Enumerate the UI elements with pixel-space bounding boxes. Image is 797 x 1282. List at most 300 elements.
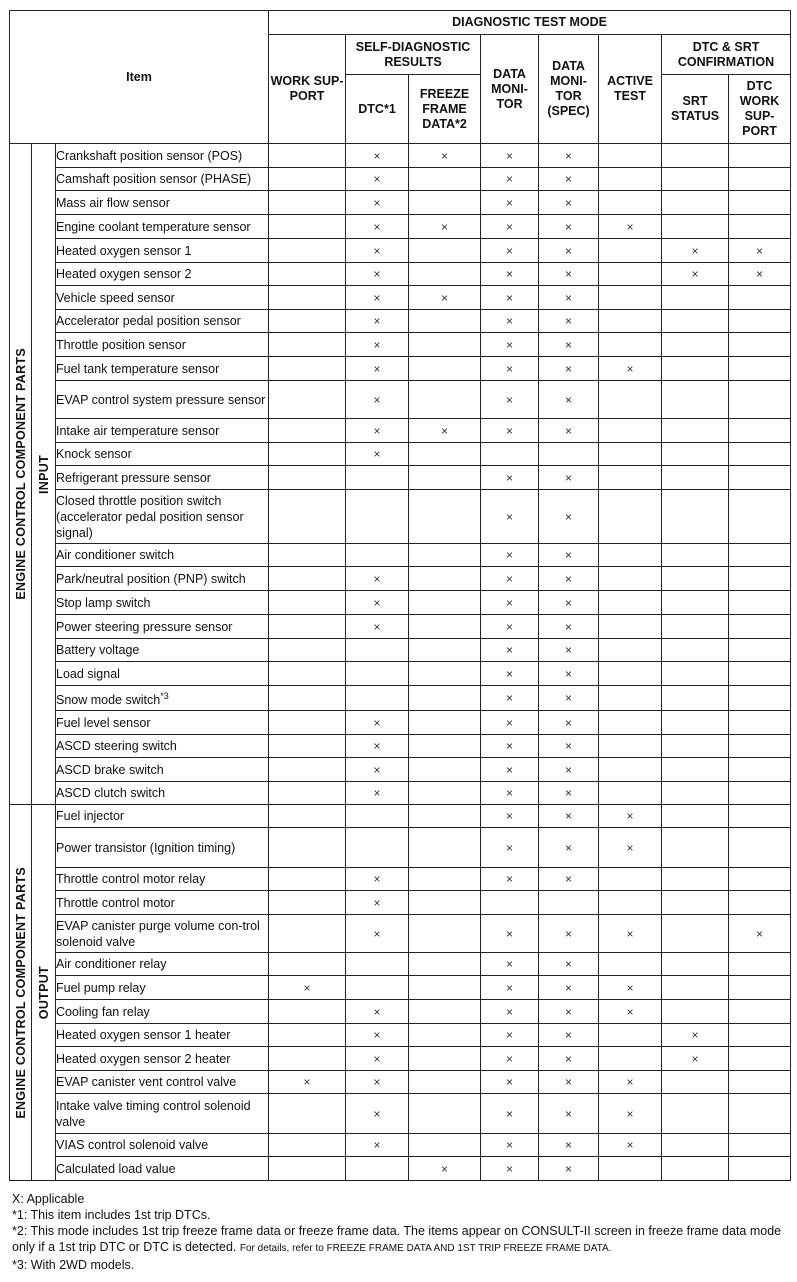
applicable-mark: × (506, 1138, 514, 1152)
applicable-mark: × (565, 243, 573, 258)
dtc-cell (346, 1024, 409, 1047)
dtc-work-support-cell (729, 1000, 791, 1024)
item-label: Battery voltage (56, 643, 140, 657)
data-monitor-spec-cell (539, 711, 599, 735)
table-row (10, 466, 791, 490)
item-cell (56, 1094, 269, 1134)
data-monitor-cell (481, 357, 539, 381)
item-label: ASCD steering switch (56, 739, 177, 753)
data-monitor-cell (481, 686, 539, 711)
data-monitor-cell (481, 591, 539, 615)
active-test-cell (599, 443, 662, 466)
active-test-cell (599, 215, 662, 239)
freeze-frame-cell (409, 168, 481, 191)
freeze-frame-cell (409, 333, 481, 357)
applicable-mark: × (506, 643, 514, 657)
applicable-mark: × (691, 267, 699, 281)
dtc-cell (346, 1157, 409, 1181)
srt-status-cell (662, 639, 729, 662)
table-body (10, 144, 791, 1181)
item-cell (56, 782, 269, 805)
table-row (10, 615, 791, 639)
active-test-cell (599, 891, 662, 915)
freeze-frame-cell (409, 1071, 481, 1094)
work-support-cell (269, 976, 346, 1000)
applicable-mark: × (565, 739, 573, 753)
applicable-mark: × (441, 290, 449, 305)
item-cell (56, 976, 269, 1000)
item-cell (56, 953, 269, 976)
dtc-cell (346, 868, 409, 891)
dtc-cell (346, 976, 409, 1000)
applicable-mark: × (373, 1075, 381, 1089)
item-label: Knock sensor (56, 447, 132, 461)
dtc-work-support-cell (729, 144, 791, 168)
applicable-mark: × (626, 980, 634, 995)
active-test-cell (599, 168, 662, 191)
applicable-mark: × (506, 739, 514, 753)
applicable-mark: × (756, 243, 764, 258)
applicable-mark: × (626, 840, 634, 855)
data-monitor-cell (481, 1134, 539, 1157)
applicable-mark: × (441, 1161, 449, 1176)
applicable-mark: × (626, 1106, 634, 1121)
data-monitor-spec-cell (539, 333, 599, 357)
dtc-work-support-cell (729, 639, 791, 662)
work-support-cell (269, 615, 346, 639)
applicable-mark: × (565, 1138, 573, 1152)
freeze-frame-cell (409, 1134, 481, 1157)
output-section-label (10, 805, 32, 1181)
input-section-title: ENGINE CONTROL COMPONENT PARTS (13, 348, 28, 600)
applicable-mark: × (373, 715, 381, 730)
dtc-header: DTC*1 (346, 75, 409, 144)
data-monitor-spec-cell (539, 191, 599, 215)
data-monitor-cell (481, 828, 539, 868)
srt-status-cell (662, 662, 729, 686)
applicable-mark: × (373, 243, 381, 258)
data-monitor-spec-cell (539, 168, 599, 191)
item-footnote-ref: *3 (160, 690, 169, 701)
srt-status-cell (662, 419, 729, 443)
work-support-cell (269, 1000, 346, 1024)
data-monitor-cell (481, 976, 539, 1000)
table-row (10, 1134, 791, 1157)
dtc-cell (346, 615, 409, 639)
table-row (10, 782, 791, 805)
applicable-mark: × (756, 267, 764, 281)
item-label: Snow mode switch (56, 693, 161, 708)
data-monitor-cell (481, 891, 539, 915)
data-monitor-cell (481, 263, 539, 286)
work-support-cell (269, 191, 346, 215)
srt-status-cell (662, 1024, 729, 1047)
table-row (10, 215, 791, 239)
table-row (10, 191, 791, 215)
table-row (10, 357, 791, 381)
applicable-mark: × (506, 571, 514, 586)
applicable-mark: × (565, 762, 573, 777)
data-monitor-cell (481, 1024, 539, 1047)
dtc-work-support-header: DTC WORK SUP-PORT (729, 75, 791, 144)
applicable-mark: × (303, 1075, 311, 1089)
work-support-cell (269, 639, 346, 662)
applicable-mark: × (373, 1004, 381, 1019)
applicable-mark: × (565, 1028, 573, 1042)
item-cell (56, 711, 269, 735)
applicable-mark: × (691, 243, 699, 258)
srt-status-cell (662, 805, 729, 828)
srt-status-cell (662, 782, 729, 805)
table-row (10, 310, 791, 333)
item-cell (56, 310, 269, 333)
data-monitor-spec-cell (539, 466, 599, 490)
freeze-frame-cell (409, 828, 481, 868)
table-row (10, 1094, 791, 1134)
active-test-cell (599, 711, 662, 735)
data-monitor-spec-cell (539, 805, 599, 828)
srt-status-cell (662, 191, 729, 215)
dtc-cell (346, 828, 409, 868)
work-support-cell (269, 310, 346, 333)
dtc-work-support-cell (729, 805, 791, 828)
work-support-cell (269, 805, 346, 828)
dtc-cell (346, 466, 409, 490)
dtc-work-support-cell (729, 419, 791, 443)
dtc-cell (346, 735, 409, 758)
data-monitor-spec-cell (539, 976, 599, 1000)
applicable-mark: × (565, 219, 573, 234)
dtc-cell (346, 591, 409, 615)
applicable-mark: × (373, 1106, 381, 1121)
table-row (10, 1157, 791, 1181)
data-monitor-cell (481, 735, 539, 758)
dtc-work-support-cell (729, 591, 791, 615)
applicable-mark: × (373, 267, 381, 281)
item-cell (56, 490, 269, 544)
data-monitor-cell (481, 805, 539, 828)
input-subsection-title: INPUT (36, 454, 51, 494)
data-monitor-spec-cell (539, 357, 599, 381)
item-cell (56, 286, 269, 310)
table-row (10, 662, 791, 686)
data-monitor-spec-cell (539, 686, 599, 711)
item-label: Engine coolant temperature sensor (56, 219, 251, 234)
applicable-mark: × (506, 840, 514, 855)
item-cell (56, 239, 269, 263)
applicable-mark: × (626, 809, 634, 823)
item-label: Power steering pressure sensor (56, 619, 233, 634)
item-label: Fuel injector (56, 809, 125, 823)
applicable-mark: × (565, 470, 573, 485)
active-test-cell (599, 615, 662, 639)
work-support-cell (269, 466, 346, 490)
dtc-cell (346, 215, 409, 239)
data-monitor-spec-cell (539, 828, 599, 868)
applicable-mark: × (565, 840, 573, 855)
dtc-work-support-cell (729, 915, 791, 953)
freeze-frame-data-header: FREEZE FRAME DATA*2 (409, 75, 481, 144)
item-cell (56, 443, 269, 466)
applicable-mark: × (565, 1075, 573, 1089)
applicable-mark: × (565, 809, 573, 823)
table-row (10, 490, 791, 544)
item-cell (56, 1134, 269, 1157)
item-label: EVAP canister vent control valve (56, 1075, 237, 1089)
dtc-cell (346, 891, 409, 915)
active-test-cell (599, 419, 662, 443)
data-monitor-cell (481, 215, 539, 239)
applicable-mark: × (506, 243, 514, 258)
item-label: ASCD brake switch (56, 762, 164, 777)
active-test-cell (599, 1047, 662, 1071)
note-2-reference: For details, refer to FREEZE FRAME DATA AND 1ST TRIP FREEZE FRAME DATA. (239, 1243, 612, 1254)
work-support-cell (269, 333, 346, 357)
table-row (10, 639, 791, 662)
table-row (10, 953, 791, 976)
dtc-work-support-cell (729, 466, 791, 490)
dtc-work-support-cell (729, 711, 791, 735)
dtc-cell (346, 168, 409, 191)
data-monitor-cell (481, 310, 539, 333)
data-monitor-cell (481, 466, 539, 490)
srt-status-cell (662, 711, 729, 735)
srt-status-cell (662, 215, 729, 239)
applicable-mark: × (565, 1051, 573, 1066)
applicable-mark: × (373, 595, 381, 610)
applicable-mark: × (506, 1004, 514, 1019)
applicable-mark: × (691, 1028, 699, 1042)
work-support-cell (269, 1157, 346, 1181)
item-cell (56, 805, 269, 828)
srt-status-cell (662, 686, 729, 711)
dtc-cell (346, 544, 409, 567)
work-support-cell (269, 357, 346, 381)
applicable-mark: × (506, 361, 514, 376)
freeze-frame-cell (409, 191, 481, 215)
table-row (10, 567, 791, 591)
data-monitor-cell (481, 1094, 539, 1134)
applicable-mark: × (565, 926, 573, 941)
active-test-cell (599, 490, 662, 544)
srt-status-cell (662, 567, 729, 591)
active-test-cell (599, 591, 662, 615)
freeze-frame-cell (409, 1094, 481, 1134)
freeze-frame-cell (409, 286, 481, 310)
dtc-work-support-cell (729, 1024, 791, 1047)
dtc-work-support-cell (729, 1094, 791, 1134)
srt-status-cell (662, 263, 729, 286)
applicable-mark: × (506, 980, 514, 995)
active-test-cell (599, 286, 662, 310)
item-label: Intake air temperature sensor (56, 423, 220, 438)
dtc-work-support-cell (729, 191, 791, 215)
freeze-frame-cell (409, 615, 481, 639)
item-cell (56, 615, 269, 639)
item-label: Accelerator pedal position sensor (56, 314, 241, 328)
dtc-cell (346, 144, 409, 168)
data-monitor-cell (481, 1157, 539, 1181)
applicable-mark: × (565, 195, 573, 210)
dtc-work-support-cell (729, 686, 791, 711)
freeze-frame-cell (409, 639, 481, 662)
applicable-mark: × (565, 337, 573, 352)
freeze-frame-cell (409, 805, 481, 828)
data-monitor-cell (481, 381, 539, 419)
data-monitor-spec-cell (539, 567, 599, 591)
applicable-mark: × (506, 470, 514, 485)
item-label: VIAS control solenoid valve (56, 1138, 209, 1152)
active-test-cell (599, 191, 662, 215)
applicable-mark: × (373, 337, 381, 352)
srt-status-cell (662, 381, 729, 419)
table-row (10, 333, 791, 357)
active-test-cell (599, 639, 662, 662)
data-monitor-cell (481, 953, 539, 976)
item-cell (56, 381, 269, 419)
table-row (10, 443, 791, 466)
applicable-mark: × (626, 926, 634, 941)
dtc-cell (346, 1071, 409, 1094)
dtc-work-support-cell (729, 891, 791, 915)
srt-status-cell (662, 333, 729, 357)
item-cell (56, 263, 269, 286)
data-monitor-cell (481, 168, 539, 191)
applicable-mark: × (565, 643, 573, 657)
dtc-cell (346, 805, 409, 828)
data-monitor-header: DATA MONI-TOR (481, 35, 539, 144)
freeze-frame-cell (409, 591, 481, 615)
srt-status-cell (662, 1094, 729, 1134)
work-support-cell (269, 263, 346, 286)
work-support-cell (269, 953, 346, 976)
freeze-frame-cell (409, 1024, 481, 1047)
item-label: Intake valve timing control solenoid valve (56, 1098, 251, 1129)
freeze-frame-cell (409, 711, 481, 735)
note-1: *1: This item includes 1st trip DTCs. (12, 1208, 211, 1222)
applicable-mark: × (506, 219, 514, 234)
active-test-cell (599, 466, 662, 490)
srt-status-cell (662, 239, 729, 263)
work-support-cell (269, 567, 346, 591)
applicable-mark: × (373, 619, 381, 634)
table-row (10, 891, 791, 915)
item-cell (56, 544, 269, 567)
freeze-frame-cell (409, 443, 481, 466)
dtc-cell (346, 443, 409, 466)
item-cell (56, 168, 269, 191)
applicable-mark: × (303, 980, 311, 995)
srt-status-cell (662, 828, 729, 868)
data-monitor-spec-cell (539, 1047, 599, 1071)
dtc-cell (346, 1000, 409, 1024)
item-cell (56, 1024, 269, 1047)
dtc-work-support-cell (729, 782, 791, 805)
srt-status-cell (662, 868, 729, 891)
data-monitor-spec-cell (539, 915, 599, 953)
srt-status-cell (662, 1071, 729, 1094)
work-support-cell (269, 591, 346, 615)
dtc-work-support-cell (729, 976, 791, 1000)
applicable-mark: × (506, 290, 514, 305)
data-monitor-spec-cell (539, 1071, 599, 1094)
item-label: Throttle control motor (56, 895, 175, 910)
srt-status-cell (662, 953, 729, 976)
data-monitor-cell (481, 419, 539, 443)
item-cell (56, 567, 269, 591)
item-label: Cooling fan relay (56, 1004, 150, 1019)
freeze-frame-cell (409, 490, 481, 544)
applicable-mark: × (506, 666, 514, 681)
applicable-mark: × (373, 148, 381, 163)
freeze-frame-cell (409, 953, 481, 976)
applicable-mark: × (373, 314, 381, 328)
applicable-mark: × (373, 1138, 381, 1152)
applicable-mark: × (373, 172, 381, 186)
applicable-mark: × (506, 872, 514, 886)
item-cell (56, 758, 269, 782)
table-row (10, 805, 791, 828)
freeze-frame-cell (409, 735, 481, 758)
output-section-title: ENGINE CONTROL COMPONENT PARTS (13, 866, 28, 1119)
item-label: Heated oxygen sensor 1 (56, 243, 192, 258)
table-row (10, 381, 791, 419)
output-subsection-title: OUTPUT (36, 965, 51, 1020)
table-row (10, 915, 791, 953)
dtc-cell (346, 239, 409, 263)
active-test-cell (599, 144, 662, 168)
item-label: Power transistor (Ignition timing) (56, 840, 236, 855)
data-monitor-spec-cell (539, 639, 599, 662)
dtc-work-support-cell (729, 1134, 791, 1157)
dtc-cell (346, 758, 409, 782)
item-label: ASCD clutch switch (56, 786, 166, 800)
work-support-cell (269, 758, 346, 782)
dtc-cell (346, 263, 409, 286)
srt-status-cell (662, 976, 729, 1000)
data-monitor-spec-cell (539, 144, 599, 168)
srt-status-cell (662, 735, 729, 758)
active-test-cell (599, 263, 662, 286)
applicable-mark: × (506, 1075, 514, 1089)
input-subsection-label (32, 144, 56, 805)
work-support-cell (269, 1047, 346, 1071)
freeze-frame-cell (409, 239, 481, 263)
work-support-cell (269, 419, 346, 443)
applicable-mark: × (441, 423, 449, 438)
item-cell (56, 144, 269, 168)
work-support-cell (269, 782, 346, 805)
applicable-mark: × (565, 392, 573, 407)
freeze-frame-cell (409, 215, 481, 239)
applicable-mark: × (565, 786, 573, 800)
applicable-mark: × (565, 666, 573, 681)
dtc-cell (346, 915, 409, 953)
work-support-cell (269, 828, 346, 868)
work-support-header: WORK SUP-PORT (269, 35, 346, 144)
data-monitor-cell (481, 1000, 539, 1024)
work-support-cell (269, 868, 346, 891)
applicable-mark: × (565, 957, 573, 971)
item-cell (56, 191, 269, 215)
data-monitor-spec-cell (539, 591, 599, 615)
applicable-mark: × (565, 691, 573, 705)
active-test-cell (599, 1024, 662, 1047)
item-label: Heated oxygen sensor 2 heater (56, 1051, 231, 1066)
applicable-mark: × (506, 314, 514, 328)
dtc-work-support-cell (729, 662, 791, 686)
applicable-mark: × (373, 361, 381, 376)
